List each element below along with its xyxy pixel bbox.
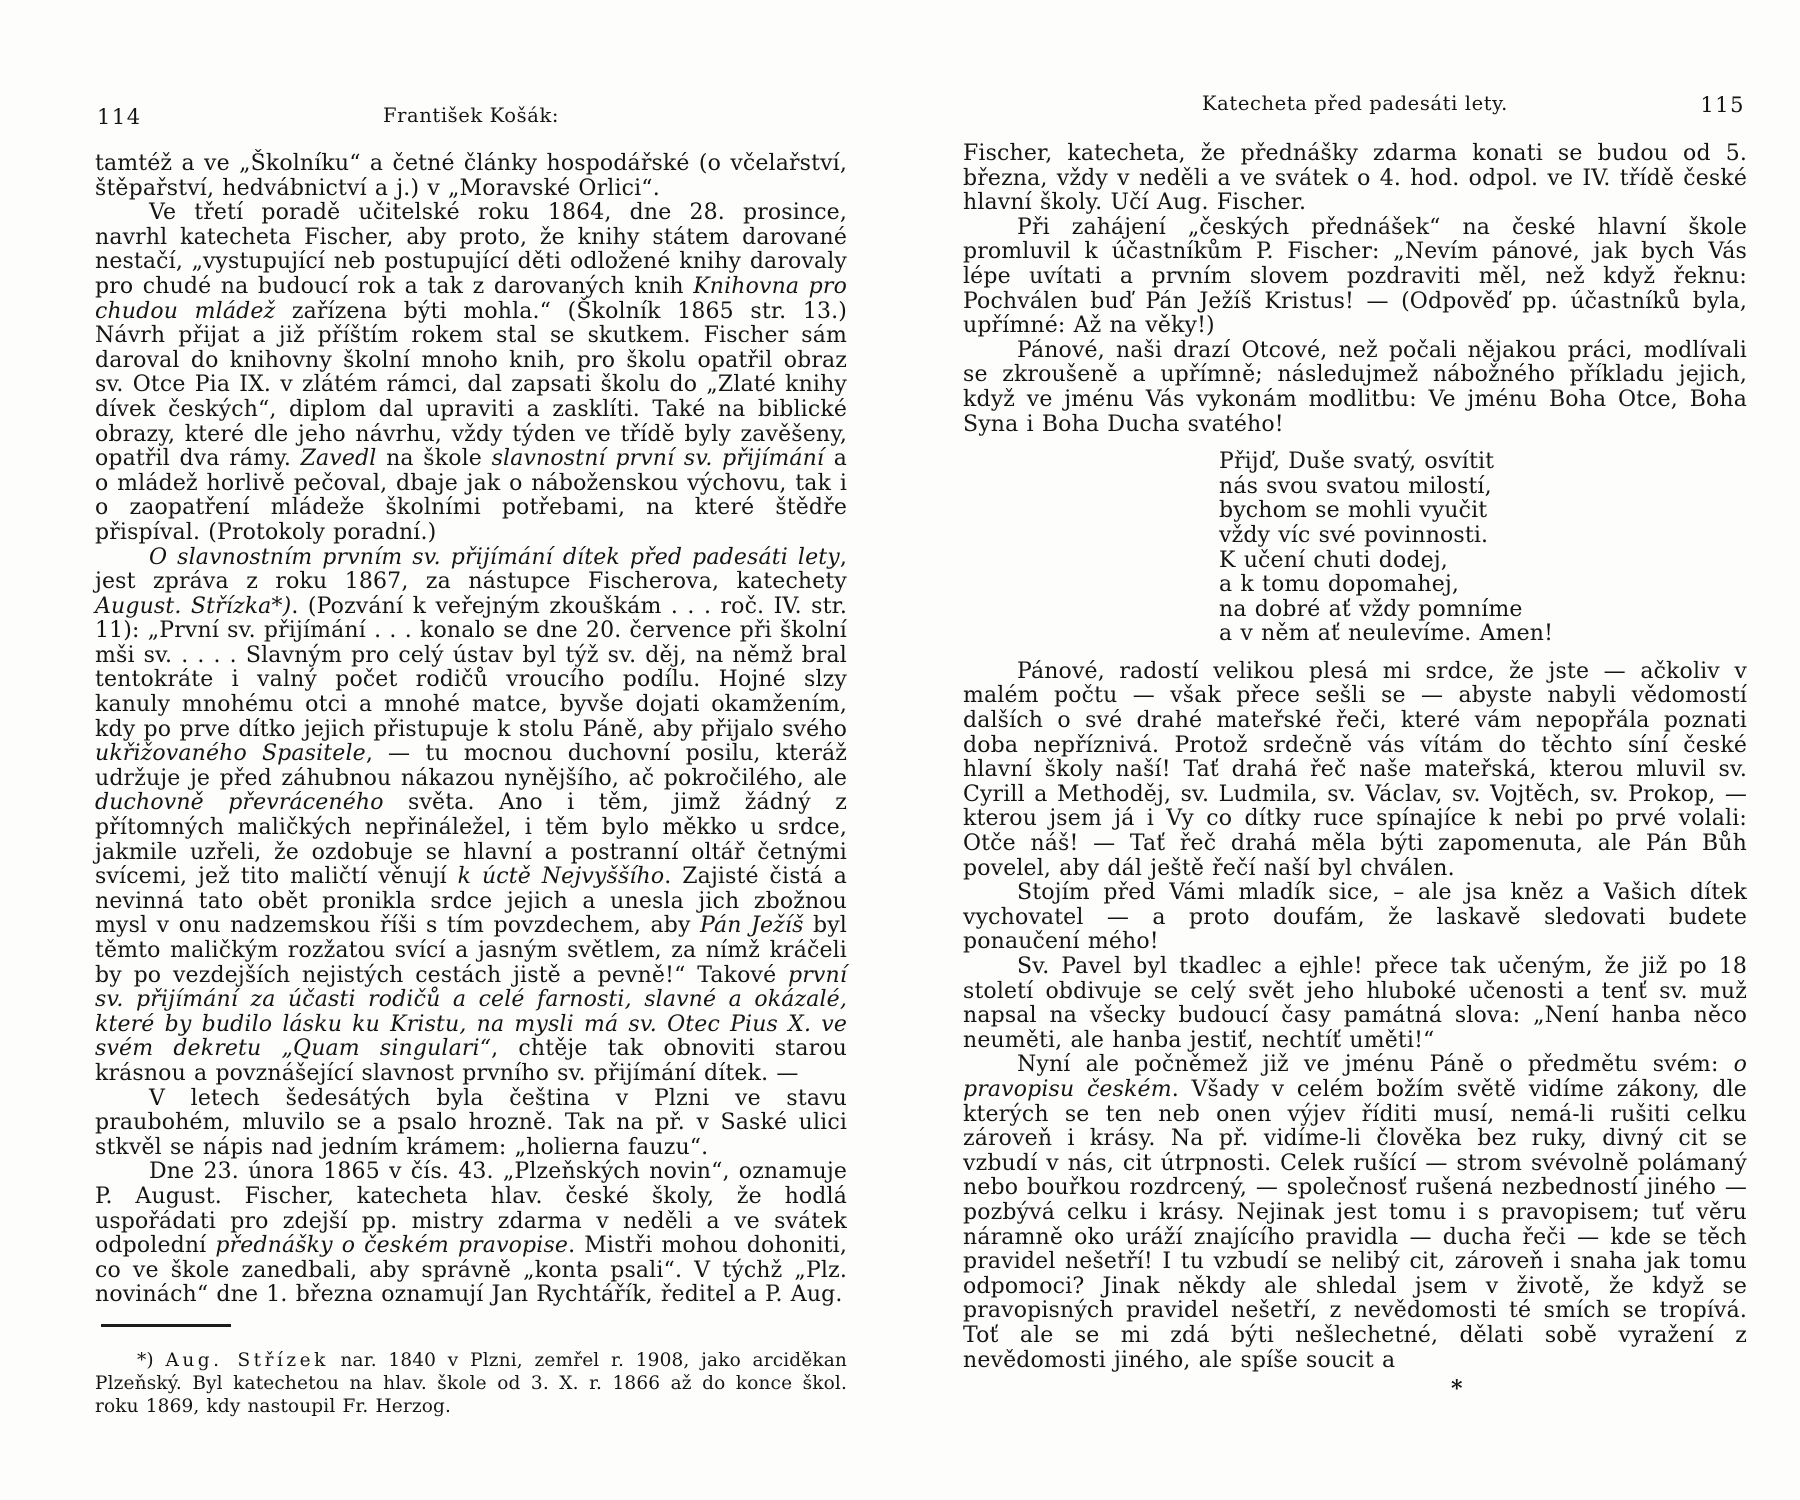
running-title: Katecheta před padesáti lety. (1202, 92, 1508, 115)
page-number: 115 (1700, 93, 1745, 117)
continuation-mark: * (1451, 1376, 1463, 1403)
page-114 (95, 102, 847, 1418)
page-number: 114 (97, 105, 142, 129)
page-115 (963, 90, 1747, 1402)
page-body (95, 152, 847, 1308)
verse-line: a k tomu dopomahej, (1219, 572, 1460, 598)
paragraph: Pánové, radostí velikou plesá mi srdce, že jste — ačkoliv v malém počtu — však přece sešli se — abyste nabyli vědomostí dalších o své drahé mateřské řeči, které vám nepopřála poznati doba nepříznivá. Protož srdečně vás vítám do těchto síní české hlavní školy naší! Tať drahá řeč naše mateřská, kterou mluvil sv. Cyrill a Methoděj, sv. Ludmila, sv. Václav, sv. Vojtěch, sv. Prokop, — kterou jsem já i Vy co dítky ruce spínajíce k nebi po prvé volali: Otče náš! — Tať řeč drahá měla býti zapomenuta, ale Pán Bůh povelel, aby dál ještě řečí naší byl chválen. (963, 658, 1747, 881)
running-title: František Košák: (382, 104, 560, 127)
paragraph: Pánové, naši drazí Otcové, než počali nějakou práci, modlívali se zkroušeně a upřímně; následujmež nábožného příkladu jejich, když ve jménu Vás vykonám modlitbu: Ve jménu Boha Otce, Boha Syna i Boha Ducha svatého! (963, 337, 1747, 437)
paragraph: Stojím před Vámi mladík sice, – ale jsa kněz a Vašich dítek vychovatel — a proto doufám, že laskavě sledovati budete ponaučení mého! (963, 880, 1747, 955)
paragraph: V letech šedesátých byla čeština v Plzni ve stavu praubohém, mluvilo se a psalo hrozně. Tak na př. v Saské ulici stkvěl se nápis nad jedním krámem: „holierna fauzu“. (95, 1085, 847, 1160)
paragraph: Nyní ale počněmež již ve jménu Páně o předmětu svém: o pravopisu českém. Všady v celém božím světě vidíme zákony, dle kterých se ten neb onen výjev říditi musí, nemá-li rušiti celku zároveň i krásy. Na př. vidíme-li člověka bez ruky, divný cit se vzbudí v nás, cit útrpnosti. Celek rušící — strom svévolně polámaný nebo bouřkou rozdrcený, — společnosť rušená nezbedností jiného — pozbývá celku i krásy. Nejinak jest tomu i s pravopisem; tuť věru náramně oko uráží znajícího pravidla — ducha řeči — kde se těch pravidel nešetří! I tu vzbudí se nelibý cit, zároveň i snaha jak tomu odpomoci? Jinak někdy ale shledal jsem v životě, že když se pravopisných pravidel nešetří, z nevědomosti té smích se tropívá. Toť ale se mi zdá býti nešlechetné, dělati sobě vyražení z nevědomosti jiného, ale spíše soucit a (963, 1052, 1747, 1373)
verse-line: vždy víc své povinnosti. (1219, 522, 1489, 548)
prayer-verse (1219, 450, 1747, 647)
paragraph: Při zahájení „českých přednášek“ na české hlavní škole promluvil k účastníkům P. Fischer: „Nevím pánové, jak bych Vás lépe uvítati a prvním slovem pozdraviti měl, než když řeknu: Pochválen buď Pán Ježíš Kristus! — (Odpověď pp. účastníků byla, upřímné: Až na věky!) (963, 214, 1747, 339)
page-header (963, 90, 1747, 118)
paragraph: Ve třetí poradě učitelské roku 1864, dne 28. prosince, navrhl katecheta Fischer, aby proto, že knihy státem darované nestačí, „vystupující neb postupující děti odložené knihy darovaly pro chudé na budoucí rok a tak z darovaných knih Knihovna pro chudou mládež zařízena býti mohla.“ (Školník 1865 str. 13.) Návrh přijat a již příštím rokem stal se skutkem. Fischer sám daroval do knihovny školní mnoho knih, pro školu opatřil obraz sv. Otce Pia IX. v zlátém rámci, dal zapsati školu do „Zlaté knihy dívek českých“, diplom dal upraviti a zasklíti. Také na biblické obrazy, které dle jeho návrhu, vždy týden ve třídě byly zavěšeny, opatřil dva rámy. Zavedl na škole slavnostní první sv. přijímání a o mládež horlivě pečoval, dbaje jak o náboženskou výchovu, tak i o zaopatření mládeže školními potřebami, na které štědře přispíval. (Protokoly poradní.) (95, 200, 847, 545)
verse-line: na dobré ať vždy pomníme (1219, 596, 1523, 622)
paragraph: tamtéž a ve „Školníku“ a četné články hospodářské (o včelařství, štěpařství, hedvábnictví a j.) v „Moravské Orlici“. (95, 151, 847, 201)
verse-line: K učení chuti dodej, (1219, 547, 1448, 573)
paragraph: Sv. Pavel byl tkadlec a ejhle! přece tak učeným, že již po 18 století obdivuje se celý svět jeho hluboké učenosti a tenť sv. muž napsal na všecky budoucí časy památná slova: „Není hanba něco neuměti, ale hanba jestiť, nechtíť uměti!“ (963, 954, 1747, 1053)
verse-line: bychom se mohli vyučit (1219, 498, 1488, 524)
footnote-area (95, 1349, 847, 1418)
page-header (95, 102, 847, 130)
paragraph: O slavnostním prvním sv. přijímání dítek před padesáti lety, jest zpráva z roku 1867, za nástupce Fischerova, katechety August. Střízka*). (Pozvání k veřejným zkouškám . . . roč. IV. str. 11): „První sv. přijímání . . . konalo se dne 20. července při školní mši sv. . . . . Slavným pro celý ústav byl týž sv. děj, na němž bral tentokráte i valný počet rodičů vroucího podílu. Hojné slzy kanuly mnohému otci a mnohé matce, byvše dojati okamžením, kdy po prve dítko jejich přistupuje k stolu Páně, aby přijalo svého ukřižovaného Spasitele, — tu mocnou duchovní posilu, kteráž udržuje je před záhubnou nákazou nynějšího, ač pokročilého, ale duchovně převráceného světa. Ano i těm, jimž žádný z přítomných maličkých nepřináležel, i těm bylo měkko u srdce, jakmile uzřeli, že ozdobuje se hlavní a postranní oltář četnými svícemi, jež tito maličtí věnují k úctě Nejvyššího. Zajisté čistá a nevinná tato obět pronikla srdce jejich a unesla jich zbožnou mysl v onu nadzemskou říši s tím povzdechem, aby Pán Ježíš byl těmto maličkým rozžatou svící a jasným světlem, za nímž kráčeli by po vezdejších nejistých cestách jistě a pevně!“ Takové první sv. přijímání za účasti rodičů a celé farnosti, slavné a okázalé, které by budilo lásku ku Kristu, na mysli má sv. Otec Pius X. ve svém dekretu „Quam singulari“, chtěje tak obnoviti starou krásnou a povznášející slavnost prvního sv. přijímání dítek. — (95, 544, 848, 1086)
footnote-rule (101, 1324, 231, 1327)
verse-line: nás svou svatou milostí, (1219, 473, 1492, 499)
paragraph: Fischer, katecheta, že přednášky zdarma konati se budou od 5. března, vždy v neděli a ve svátek o 4. hod. odpol. ve IV. třídě české hlavní školy. Učí Aug. Fischer. (963, 141, 1747, 216)
footnote: *) Aug. Střízek nar. 1840 v Plzni, zemřel r. 1908, jako arciděkan Plzeňský. Byl katechetou na hlav. škole od 3. X. r. 1866 až do konce škol. roku 1869, kdy nastoupil Fr. Herzog. (95, 1349, 847, 1417)
page-body (963, 142, 1747, 1373)
verse-line: a v něm ať neulevíme. Amen! (1219, 621, 1554, 647)
paragraph: Dne 23. února 1865 v čís. 43. „Plzeňských novin“, oznamuje P. August. Fischer, katecheta hlav. české školy, že hodlá uspořádati pro zdejší pp. mistry zdarma v neděli a ve svátek odpolední přednášky o českém pravopise. Mistři mohou dohoniti, co ve škole zanedbali, aby správně „konta psali“. V týchž „Plz. novinách“ dne 1. března oznamují Jan Rychtářík, ředitel a P. Aug. (95, 1159, 847, 1308)
verse-line: Přijď, Duše svatý, osvítit (1219, 449, 1495, 475)
